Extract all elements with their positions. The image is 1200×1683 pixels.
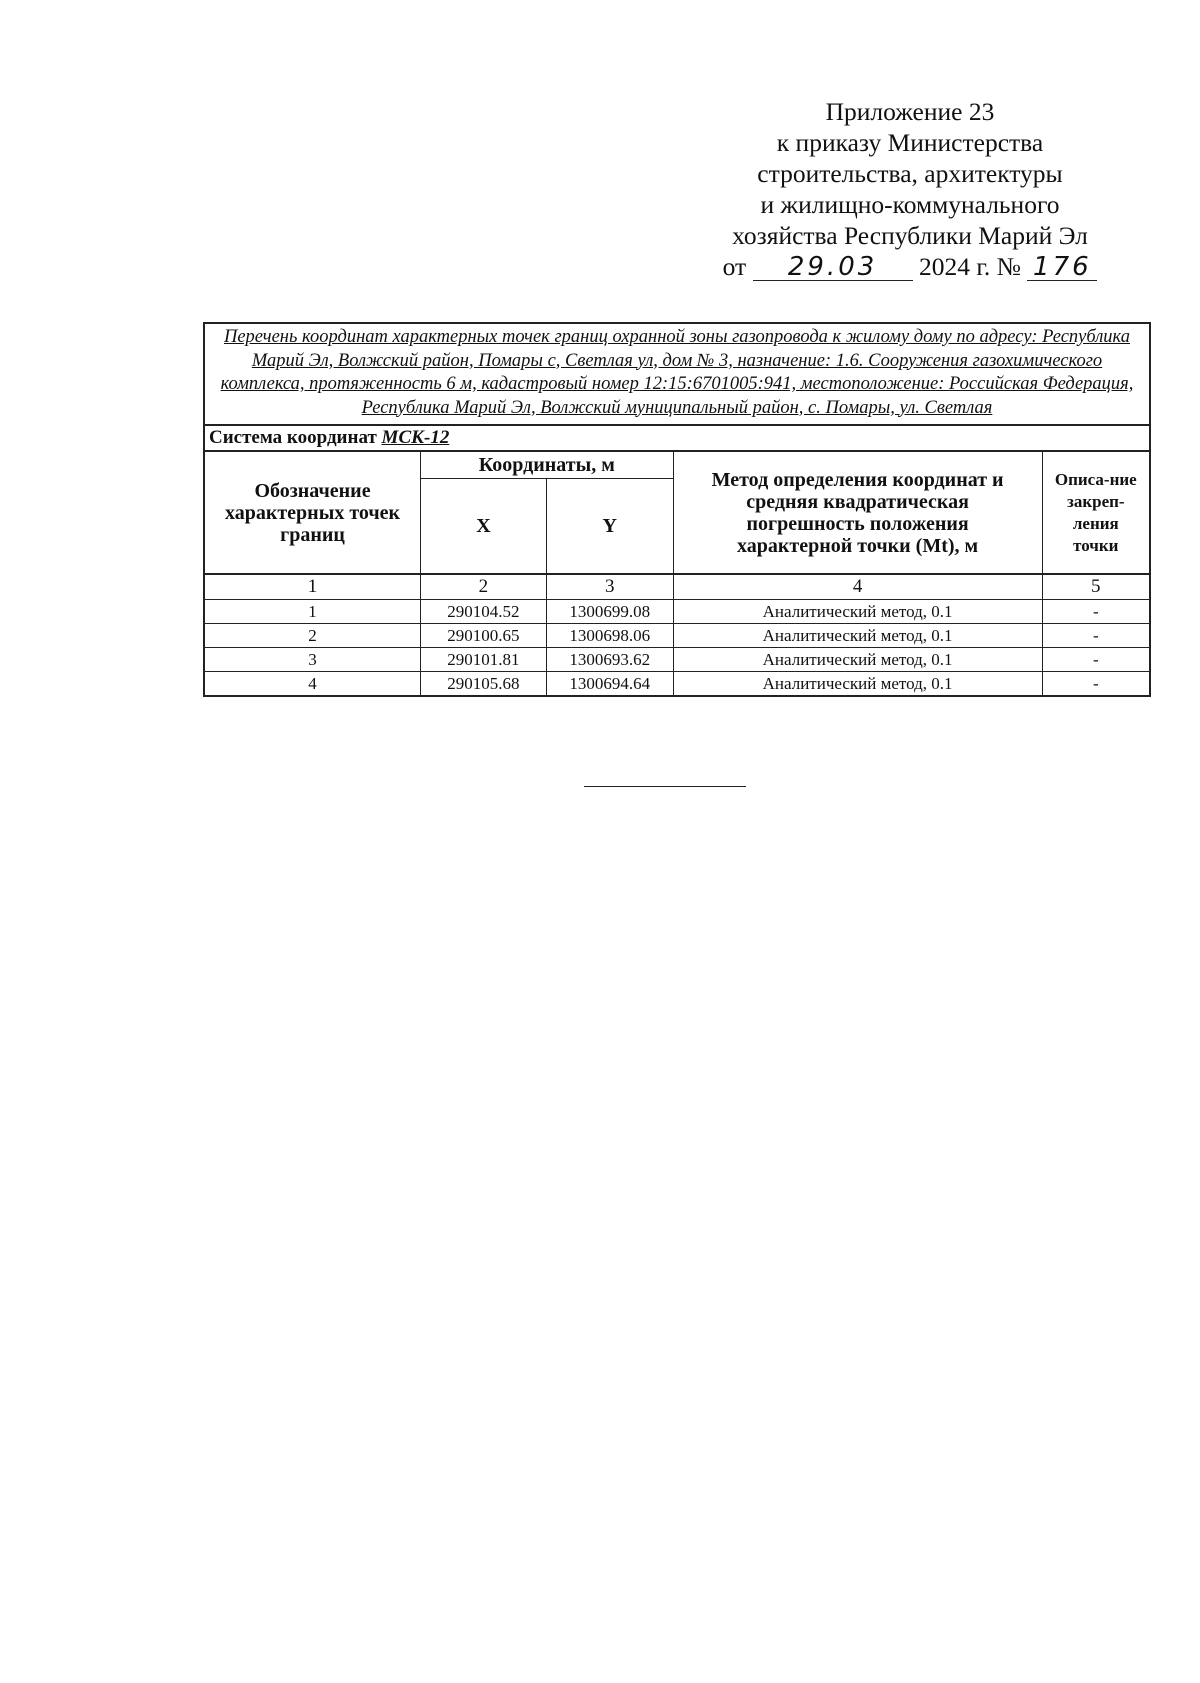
- cell-y: 1300698.06: [546, 624, 673, 648]
- cell-method: Аналитический метод, 0.1: [673, 672, 1042, 697]
- appendix-line-order: к приказу Министерства: [776, 128, 1044, 157]
- system-value: МСК-12: [381, 427, 450, 448]
- cell-x: 290105.68: [421, 672, 547, 697]
- cell-description: -: [1042, 600, 1150, 624]
- cell-method: Аналитический метод, 0.1: [673, 624, 1042, 648]
- cell-y: 1300693.62: [546, 648, 673, 672]
- cell-description: -: [1042, 624, 1150, 648]
- appendix-line-housing: и жилищно-коммунального: [760, 190, 1060, 219]
- system-row: [204, 425, 1150, 451]
- handwritten-date: 29.03: [753, 254, 913, 281]
- appendix-line-ministry: строительства, архитектуры: [757, 159, 1063, 188]
- appendix-line-republic: хозяйства Республики Марий Эл: [732, 221, 1088, 250]
- cell-point: 2: [204, 624, 421, 648]
- cell-method: Аналитический метод, 0.1: [673, 648, 1042, 672]
- header-point: Обозначение характерных точек границ: [204, 451, 421, 574]
- header-x: X: [421, 479, 547, 575]
- column-number: 5: [1042, 574, 1150, 600]
- year-suffix: 2024 г. №: [918, 252, 1021, 281]
- cell-x: 290100.65: [421, 624, 547, 648]
- coordinate-system: [204, 425, 1150, 451]
- header-y: Y: [546, 479, 673, 575]
- column-number: 4: [673, 574, 1042, 600]
- cell-point: 4: [204, 672, 421, 697]
- appendix-title: Приложение 23: [825, 97, 995, 126]
- column-number: 2: [421, 574, 547, 600]
- cell-description: -: [1042, 672, 1150, 697]
- table-caption: Перечень координат характерных точек границ охранной зоны газопровода к жилому дому по адресу: Республика Марий Эл, Волжский район, Помары с, Светлая ул, дом № 3, назначение: 1.6. Сооружения газохимического комплекса, протяженность 6 м, кадастровый номер 12:15:6701005:941, местоположение: Российская Федерация, Республика Марий Эл, Волжский муниципальный район, с. Помары, ул. Светлая: [204, 323, 1150, 425]
- cell-y: 1300699.08: [546, 600, 673, 624]
- handwritten-order-number: 176: [1027, 254, 1097, 281]
- cell-y: 1300694.64: [546, 672, 673, 697]
- cell-point: 3: [204, 648, 421, 672]
- column-number-row: [204, 574, 1150, 600]
- table-row: [204, 600, 1150, 624]
- table-row: [204, 648, 1150, 672]
- cell-method: Аналитический метод, 0.1: [673, 600, 1042, 624]
- cell-point: 1: [204, 600, 421, 624]
- cell-x: 290104.52: [421, 600, 547, 624]
- appendix-header: [680, 96, 1140, 282]
- table-row: [204, 624, 1150, 648]
- cell-x: 290101.81: [421, 648, 547, 672]
- table-row: [204, 672, 1150, 697]
- column-number: 1: [204, 574, 421, 600]
- date-prefix: от: [722, 252, 747, 281]
- cell-description: -: [1042, 648, 1150, 672]
- header-description: Описа-ние закреп-ления точки: [1042, 451, 1150, 574]
- order-date-line: [680, 251, 1140, 282]
- end-of-document-rule: [584, 786, 746, 787]
- system-label: Система координат: [209, 427, 377, 448]
- header-method: Метод определения координат и средняя квадратическая погрешность положения характерной точки (Mt), м: [673, 451, 1042, 574]
- caption-row: [204, 323, 1150, 425]
- header-row-1: [204, 451, 1150, 479]
- coordinates-table: [203, 322, 1151, 697]
- column-number: 3: [546, 574, 673, 600]
- header-coords: Координаты, м: [421, 451, 674, 479]
